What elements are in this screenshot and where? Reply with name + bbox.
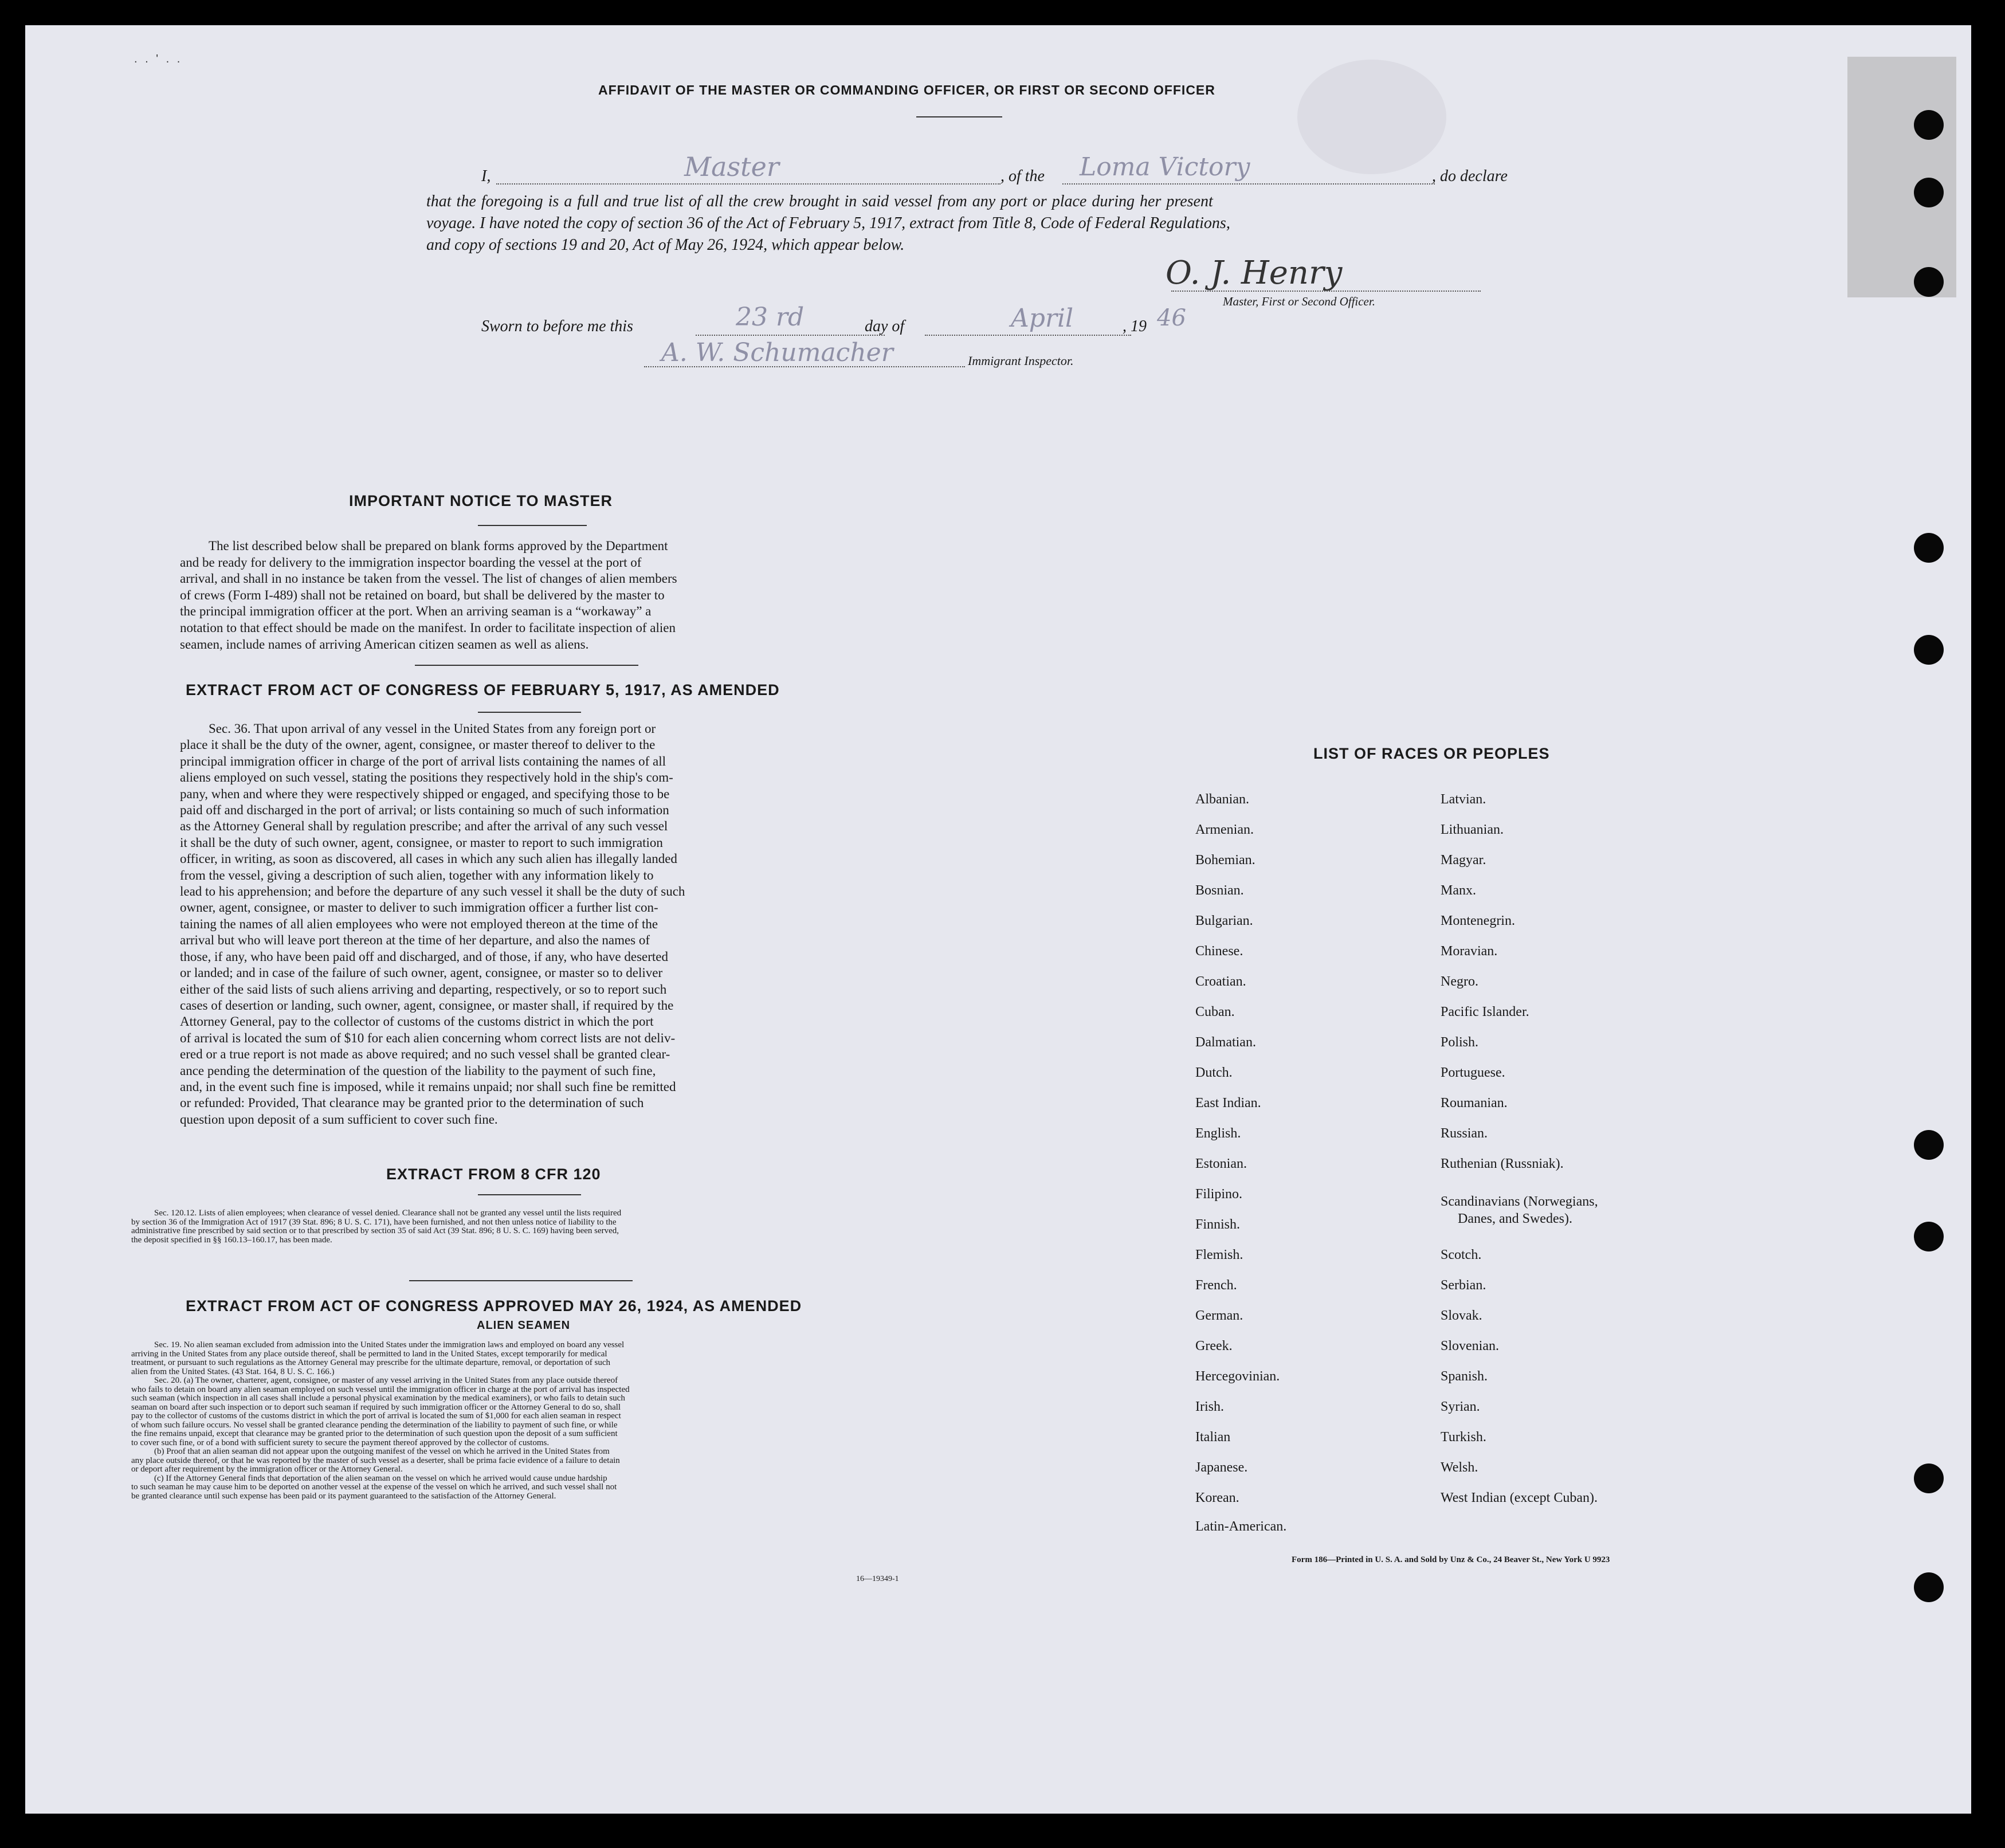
form-footer: Form 186—Printed in U. S. A. and Sold by Unz & Co., 24 Beaver St., New York U 9923 [1292,1555,1610,1564]
extract-1924-text [131,1341,954,1501]
embossed-seal [1297,60,1446,174]
cfr-line: by section 36 of the Immigration Act of 1917 (39 Stat. 896; 8 U. S. C. 171), have been furnished, and not then unless notice of liability to the [131,1217,617,1227]
extract-line: taining the names of all alien employees who were not employed thereon at the time of the [180,916,658,931]
race-item: Irish. [1195,1399,1224,1414]
divider [478,1194,581,1195]
race-item: Moravian. [1441,944,1498,959]
extract-1917-text [180,721,862,1128]
race-item: Korean. [1195,1490,1239,1505]
cfr-line: administrative fine prescribed by said section or to that prescribed by section 35 of said Act (39 Stat. 896; 8 U. S. C. 169) having been served, [131,1226,619,1235]
extract-line: officer, in writing, as soon as discovered, all cases in which any such alien has illegally landed [180,852,677,866]
extract-cfr-title: EXTRACT FROM 8 CFR 120 [386,1166,601,1183]
races-title: LIST OF RACES OR PEOPLES [1313,745,1550,762]
extract-line: as the Attorney General shall by regulation prescribe; and after the arrival of any such vessel [180,819,668,834]
i-label: I, [481,167,491,185]
seamen-line: Sec. 19. No alien seaman excluded from admission into the United States under the immigration laws and employed on board any vessel [154,1340,625,1349]
extract-cfr-text [131,1209,954,1245]
affidavit-line-3: voyage. I have noted the copy of section 36 of the Act of February 5, 1917, extract from Title 8, Code of Federal Regulations, [426,214,1230,232]
race-item: Manx. [1441,883,1476,898]
punch-hole [1914,178,1944,207]
race-item: German. [1195,1308,1243,1323]
race-item: Scotch. [1441,1247,1482,1262]
master-signature: O. J. Henry [1166,254,1343,292]
year-handwriting: 46 [1157,305,1186,331]
seamen-line: pay to the collector of customs of the customs district in which the port of arrival is located the sum of $1,000 for each alien seaman in respect [131,1411,621,1421]
blank-line [696,335,885,336]
punch-hole [1914,1222,1944,1251]
divider [916,116,1002,117]
extract-line: cases of desertion or landing, such owner, agent, consignee, or master shall, if required by the [180,998,674,1013]
race-item: Bosnian. [1195,883,1244,898]
seamen-line: (b) Proof that an alien seaman did not appear upon the outgoing manifest of the vessel on which he arrived in the United States from [154,1447,610,1456]
divider [415,665,638,666]
seamen-line: alien from the United States. (43 Stat. 164, 8 U. S. C. 166.) [131,1367,335,1376]
divider [409,1280,633,1281]
race-item: Welsh. [1441,1460,1478,1475]
year-prefix: , 19 [1123,317,1147,335]
extract-line: Attorney General, pay to the collector of customs of the customs district in which the port [180,1014,654,1029]
inspector-signature: A. W. Schumacher [661,338,893,367]
extract-line: Sec. 36. That upon arrival of any vessel in the United States from any foreign port or [209,721,656,736]
race-item: Dalmatian. [1195,1035,1256,1050]
punch-hole [1914,110,1944,140]
extract-line: principal immigration officer in charge of the port of arrival lists containing the names of all [180,754,666,768]
race-item: Chinese. [1195,944,1243,959]
master-caption: Master, First or Second Officer. [1223,295,1375,308]
divider [478,712,581,713]
seamen-line: treatment, or pursuant to such regulations as the Attorney General may prescribe for the ultimate departure, removal, or deportation of such [131,1358,610,1367]
notice-line: of crews (Form I-489) shall not be retained on board, but shall be delivered by the master to [180,587,665,602]
extract-line: arrival but who will leave port thereon at the time of her departure, and also the names of [180,933,650,948]
do-declare-label: , do declare [1432,167,1508,185]
extract-line: either of the said lists of such aliens arriving and departing, respectively, or so to report such [180,982,667,996]
extract-1924-title: EXTRACT FROM ACT OF CONGRESS APPROVED MAY 26, 1924, AS AMENDED [186,1297,802,1315]
day-of-label: day of [865,317,905,335]
extract-line: and, in the event such fine is imposed, while it remains unpaid; nor shall such fine be remitted [180,1079,676,1094]
extract-line: of arrival is located the sum of $10 for each alien concerning whom correct lists are not deliv- [180,1030,676,1045]
punch-hole [1914,635,1944,665]
race-item: Latvian. [1441,792,1486,807]
of-the-label: , of the [1000,167,1045,185]
race-item: Syrian. [1441,1399,1480,1414]
seamen-line: to cover such fine, or of a bond with sufficient surety to secure the payment thereof approved by the collector of customs. [131,1438,550,1447]
seamen-line: (c) If the Attorney General finds that deportation of the alien seaman on the vessel on which he arrived would cause undue hardship [154,1473,607,1483]
race-item: Lithuanian. [1441,822,1504,837]
race-item: Italian [1195,1430,1231,1445]
extract-line: those, if any, who have been paid off and discharged, and of those, if any, who have deserted [180,949,669,964]
capacity-handwriting: Master [684,151,779,182]
form-number: 16—19349-1 [856,1575,899,1583]
race-item: Japanese. [1195,1460,1248,1475]
race-item: Danes, and Swedes). [1458,1211,1572,1226]
punch-hole [1914,533,1944,563]
notice-line: seamen, include names of arriving American citizen seamen as well as aliens. [180,637,589,652]
edge-tab [1847,57,1956,297]
race-item: Slovak. [1441,1308,1482,1323]
extract-line: it shall be the duty of such owner, agent, consignee, or master to report to such immigration [180,835,663,850]
blank-line [496,183,1000,185]
race-item: Latin-American. [1195,1519,1287,1534]
notice-line: and be ready for delivery to the immigration inspector boarding the vessel at the port of [180,555,642,570]
seamen-line: of whom such failure occurs. No vessel shall be granted clearance pending the determination of the liability to payment of such fine, or while [131,1420,618,1430]
blank-line [925,335,1131,336]
extract-1917-title: EXTRACT FROM ACT OF CONGRESS OF FEBRUARY 5, 1917, AS AMENDED [186,681,780,699]
race-item: Hercegovinian. [1195,1369,1280,1384]
race-item: Spanish. [1441,1369,1488,1384]
extract-line: ance pending the determination of the question of the liability to the payment of such fine, [180,1063,656,1078]
race-item: English. [1195,1126,1241,1141]
divider [478,525,587,526]
extract-line: place it shall be the duty of the owner, agent, consignee, or master thereof to deliver to the [180,737,656,752]
seamen-line: seaman on board after such inspection or to deport such seaman if required by such immigration officer or the Attorney General to do so, shall [131,1402,621,1412]
race-item: Estonian. [1195,1156,1247,1171]
month-handwriting: April [1011,304,1074,333]
top-marks: . . ' . . [134,53,183,65]
document-page [25,25,1971,1814]
race-item: Bulgarian. [1195,913,1253,928]
seamen-line: who fails to detain on board any alien seaman employed on such vessel until the immigration officer in charge at the port of arrival has inspected [131,1384,630,1394]
race-item: Negro. [1441,974,1478,989]
extract-line: lead to his apprehension; and before the departure of any such vessel it shall be the duty of such [180,884,685,899]
cfr-line: Sec. 120.12. Lists of alien employees; when clearance of vessel denied. Clearance shall not be granted any vessel until the lists required [154,1209,622,1218]
notice-title: IMPORTANT NOTICE TO MASTER [349,492,613,509]
inspector-caption: Immigrant Inspector. [968,354,1074,368]
race-item: Albanian. [1195,792,1249,807]
race-item: Flemish. [1195,1247,1243,1262]
signature-line [1171,291,1481,292]
extract-line: owner, agent, consignee, or master to deliver to such immigration officer a further list con- [180,900,658,915]
notice-line: The list described below shall be prepared on blank forms approved by the Department [209,539,668,553]
affidavit-line-4: and copy of sections 19 and 20, Act of May 26, 1924, which appear below. [426,236,905,254]
extract-line: pany, when and where they were respectively shipped or engaged, and specifying those to be [180,786,670,801]
seamen-line: arriving in the United States from any place outside thereof, shall be permitted to land in the United States, except temporarily for medical [131,1349,607,1359]
punch-hole [1914,1572,1944,1602]
signature-line [644,366,965,367]
race-item: Russian. [1441,1126,1488,1141]
extract-line: from the vessel, giving a description of such alien, together with any information likely to [180,868,654,882]
seamen-line: such seaman (which inspection in all cases shall include a personal physical examination by the medical examiners), or who fails to detain such [131,1394,625,1403]
blank-line [1062,183,1435,185]
race-item: Montenegrin. [1441,913,1515,928]
race-item: Turkish. [1441,1430,1486,1445]
race-item: Bohemian. [1195,853,1255,868]
race-item: Roumanian. [1441,1096,1508,1111]
notice-line: the principal immigration officer at the port. When an arriving seaman is a “workaway” a [180,604,652,619]
race-item: Slovenian. [1441,1339,1499,1353]
punch-hole [1914,267,1944,297]
race-item: Serbian. [1441,1278,1486,1293]
race-item: East Indian. [1195,1096,1261,1111]
affidavit-line-2: that the foregoing is a full and true list of all the crew brought in said vessel from any port or place during her present [426,193,1213,210]
race-item: French. [1195,1278,1237,1293]
vessel-handwriting: Loma Victory [1080,152,1250,182]
race-item: Portuguese. [1441,1065,1505,1080]
sworn-label: Sworn to before me this [481,317,633,335]
seamen-line: to such seaman he may cause him to be deported on another vessel at the expense of the vessel on which he arrived, and such vessel shall not [131,1482,617,1492]
race-item: Ruthenian (Russniak). [1441,1156,1564,1171]
seamen-line: any place outside thereof, or that he was reported by the master of such vessel as a deserter, shall be prima facie evidence of a failure to detain [131,1455,620,1465]
seamen-line: the fine remains unpaid, except that clearance may be granted prior to the determination of such question upon the deposit of a sum sufficient [131,1429,618,1438]
race-item: Finnish. [1195,1217,1241,1232]
race-item: Pacific Islander. [1441,1005,1529,1019]
seamen-line: be granted clearance until such expense has been paid or its payment guaranteed to the satisfaction of the Attorney General. [131,1491,556,1501]
race-item: Cuban. [1195,1005,1235,1019]
notice-line: notation to that effect should be made on the manifest. In order to facilitate inspection of alien [180,620,676,635]
race-item: Magyar. [1441,853,1486,868]
race-item: Croatian. [1195,974,1246,989]
race-item: Dutch. [1195,1065,1233,1080]
extract-line: or landed; and in case of the failure of such owner, agent, consignee, or master so to deliver [180,966,663,980]
cfr-line: the deposit specified in §§ 160.13–160.17, has been made. [131,1235,332,1245]
day-handwriting: 23 rd [736,303,805,332]
race-item: Filipino. [1195,1187,1243,1202]
race-item: Scandinavians (Norwegians, [1441,1194,1598,1209]
extract-line: paid off and discharged in the port of arrival; or lists containing so much of such information [180,803,669,818]
race-item: Greek. [1195,1339,1233,1353]
affidavit-title: AFFIDAVIT OF THE MASTER OR COMMANDING OFFICER, OR FIRST OR SECOND OFFICER [598,83,1215,97]
notice-text [180,538,862,653]
seamen-line: Sec. 20. (a) The owner, charterer, agent, consignee, or master of any vessel arriving in the United States from any place outside thereof [154,1376,618,1385]
extract-line: ered or a true report is not made as above required; and no such vessel shall be granted clear- [180,1047,670,1062]
extract-line: question upon deposit of a sum sufficient to cover such fine. [180,1112,498,1127]
punch-hole [1914,1130,1944,1160]
race-item: West Indian (except Cuban). [1441,1490,1598,1505]
extract-line: or refunded: Provided, That clearance may be granted prior to the determination of such [180,1096,644,1111]
race-item: Polish. [1441,1035,1479,1050]
notice-line: arrival, and shall in no instance be taken from the vessel. The list of changes of alien members [180,571,677,586]
punch-hole [1914,1464,1944,1493]
seamen-line: or deport after requirement by the immigration officer or the Attorney General. [131,1465,403,1474]
race-item: Armenian. [1195,822,1254,837]
extract-line: aliens employed on such vessel, stating the positions they respectively hold in the ship's com- [180,770,673,785]
alien-seamen-subtitle: ALIEN SEAMEN [477,1319,571,1332]
